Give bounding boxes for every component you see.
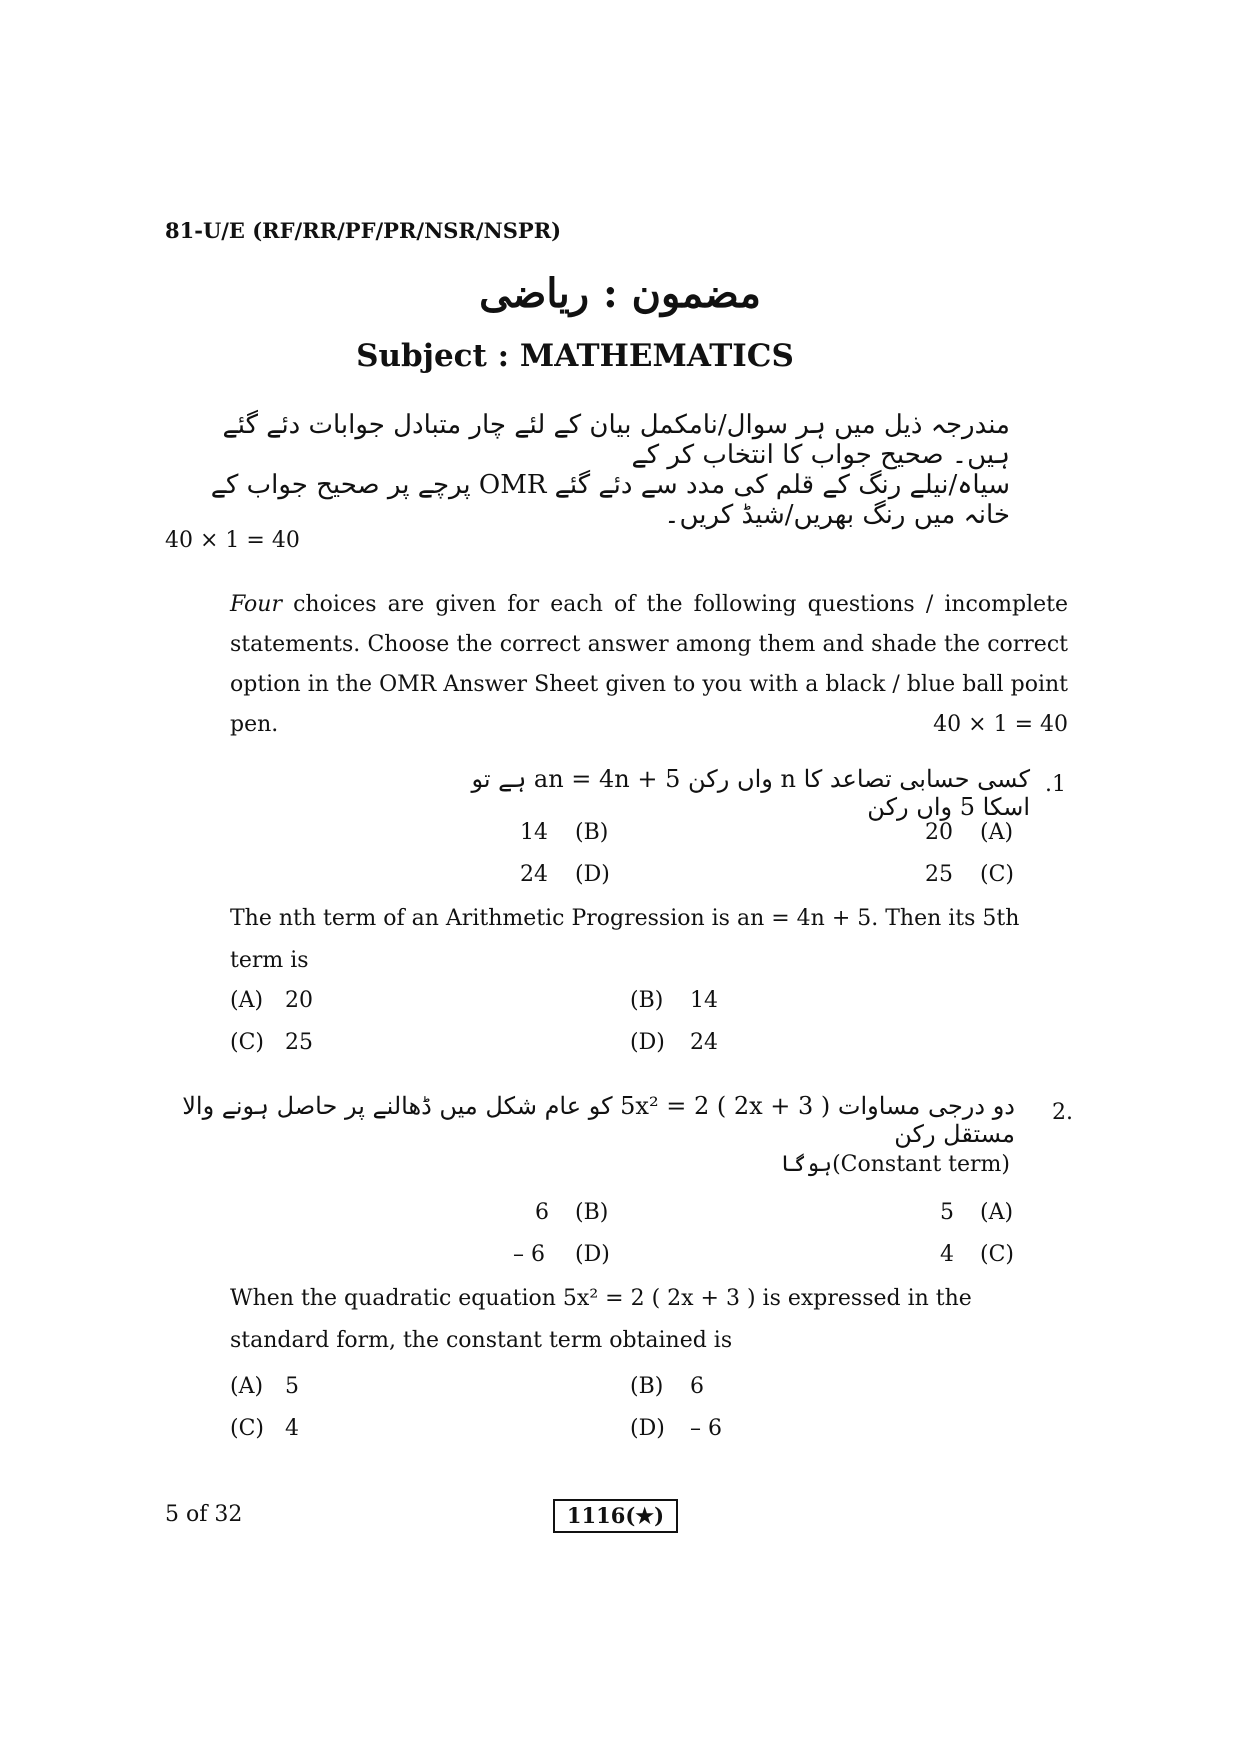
q1-number-urdu: .1: [1045, 772, 1066, 797]
urdu-instruction-line-1: مندرجہ ذیل میں ہر سوال/نامکمل بیان کے لئے چار متبادل جوابات دئے گئے ہیں۔ صحیح جواب کا انتخاب کر کے: [222, 410, 1010, 470]
q1-option-a-value: 20: [285, 988, 313, 1013]
paper-code-box: 1116(★): [553, 1499, 678, 1533]
q2-english-question-line-1: When the quadratic equation 5x² = 2 ( 2x + 3 ) is expressed in the: [230, 1286, 972, 1311]
subject-title: Subject : MATHEMATICS: [356, 338, 794, 374]
instruction-emphasis: Four: [230, 592, 282, 617]
q1-english-question-line-1: The nth term of an Arithmetic Progression is an = 4n + 5. Then its 5th: [230, 906, 1020, 931]
q2-urdu-option-a-label: (A): [980, 1200, 1014, 1225]
q1-urdu-option-d-value: 24: [520, 862, 548, 887]
instruction-text: choices are given for each of the following questions / incomplete statements. Choose the correct answer among them and shade the correct option in the OMR Answer Sheet given to you with a black / blue ball point pen.: [230, 592, 1068, 737]
english-marks: 40 × 1 = 40: [933, 712, 1068, 737]
q1-urdu-option-a-value: 20: [925, 820, 953, 845]
q2-number: 2.: [1052, 1100, 1073, 1125]
q1-option-d-value: 24: [690, 1030, 718, 1055]
q2-urdu-question: دو درجی مساوات 5x² = 2 ( 2x + 3 ) کو عام شکل میں ڈھالنے پر حاصل ہونے والا مستقل رکن: [182, 1092, 1015, 1148]
q2-urdu-question-line-2: (Constant term)ہوگا: [780, 1152, 1010, 1177]
q2-option-c-label: (C): [230, 1416, 264, 1441]
q1-option-c-value: 25: [285, 1030, 313, 1055]
q1-urdu-option-b-value: 14: [520, 820, 548, 845]
q2-option-a-value: 5: [285, 1374, 299, 1399]
q2-option-d-value: – 6: [690, 1416, 722, 1441]
q1-urdu-question: کسی حسابی تصاعد کا n واں رکن an = 4n + 5 ہے تو اسکا 5 واں رکن: [471, 765, 1030, 821]
q1-option-c-label: (C): [230, 1030, 264, 1055]
urdu-instruction-line-2: سیاہ/نیلے رنگ کے قلم کی مدد سے دئے گئے OMR پرچے پر صحیح جواب کے خانہ میں رنگ بھریں/شیڈ کریں۔: [210, 470, 1010, 530]
q2-urdu-option-c-value: 4: [940, 1242, 954, 1267]
q1-option-a-label: (A): [230, 988, 264, 1013]
q1-option-d-label: (D): [630, 1030, 665, 1055]
q2-option-a-label: (A): [230, 1374, 264, 1399]
urdu-subject-title: مضمون : ریاضی: [479, 270, 761, 317]
q1-urdu-option-c-value: 25: [925, 862, 953, 887]
q2-urdu-option-c-label: (C): [980, 1242, 1014, 1267]
q2-urdu-option-b-label: (B): [575, 1200, 609, 1225]
q1-urdu-option-b-label: (B): [575, 820, 609, 845]
q1-urdu-option-a-label: (A): [980, 820, 1014, 845]
q2-urdu-option-d-label: (D): [575, 1242, 610, 1267]
q2-urdu-option-d-value: – 6: [513, 1242, 545, 1267]
english-instructions: [230, 585, 1068, 745]
q2-urdu-option-b-value: 6: [535, 1200, 549, 1225]
q1-urdu-option-c-label: (C): [980, 862, 1014, 887]
q2-option-b-value: 6: [690, 1374, 704, 1399]
q1-english-question-line-2: term is: [230, 948, 309, 973]
q2-option-d-label: (D): [630, 1416, 665, 1441]
page-number: 5 of 32: [165, 1502, 243, 1527]
q2-urdu-option-a-value: 5: [940, 1200, 954, 1225]
q2-english-question-line-2: standard form, the constant term obtained is: [230, 1328, 733, 1353]
q1-urdu-option-d-label: (D): [575, 862, 610, 887]
urdu-marks: 40 × 1 = 40: [165, 528, 300, 553]
q1-option-b-value: 14: [690, 988, 718, 1013]
q2-option-c-value: 4: [285, 1416, 299, 1441]
paper-code: 81-U/E (RF/RR/PF/PR/NSR/NSPR): [165, 218, 562, 243]
q2-option-b-label: (B): [630, 1374, 664, 1399]
q1-option-b-label: (B): [630, 988, 664, 1013]
